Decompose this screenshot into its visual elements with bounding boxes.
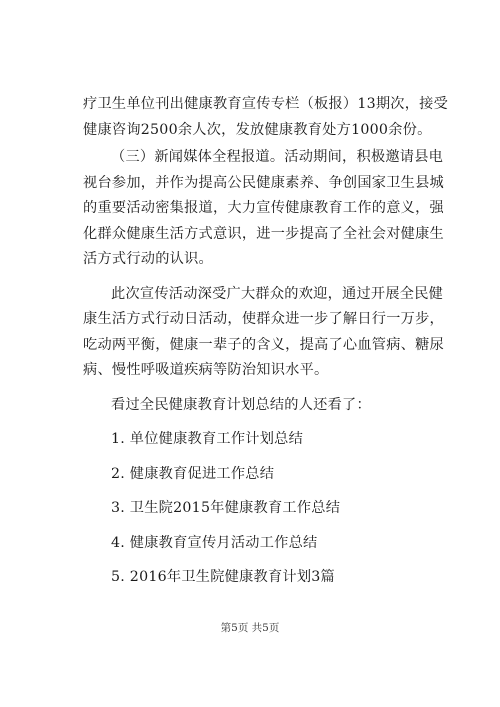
paragraph-continued: 疗卫生单位刊出健康教育宣传专栏（板报）13期次，接受健康咨询2500余人次，发放健康教育处方1000余份。 <box>83 96 449 138</box>
document-body <box>83 92 451 591</box>
related-item[interactable]: 2. 健康教育促进工作总结 <box>111 465 275 482</box>
related-item[interactable]: 3. 卫生院2015年健康教育工作总结 <box>111 500 341 516</box>
related-item[interactable]: 4. 健康教育宣传月活动工作总结 <box>111 534 318 551</box>
paragraph-summary: 此次宣传活动深受广大群众的欢迎，通过开展全民健康生活方式行动日活动，使群众进一步了解日行一万步，吃动两平衡，健康一辈子的含义，提高了心血管病、糖尿病、慢性呼吸道疾病等防治知识水平。 <box>83 285 444 378</box>
paragraph-media-coverage: （三）新闻媒体全程报道。活动期间，积极邀请县电视台参加，并作为提高公民健康素养、争创国家卫生县城的重要活动密集报道，大力宣传健康教育工作的意义，强化群众健康生活方式意识，进一步提高了全社会对健康生活方式行动的认识。 <box>83 149 444 267</box>
related-list <box>83 427 451 591</box>
related-item[interactable]: 5. 2016年卫生院健康教育计划3篇 <box>111 569 335 585</box>
related-item[interactable]: 1. 单位健康教育工作计划总结 <box>111 431 304 447</box>
related-heading: 看过全民健康教育计划总结的人还看了： <box>111 396 371 413</box>
page-footer: 第5页 共5页 <box>220 622 280 634</box>
